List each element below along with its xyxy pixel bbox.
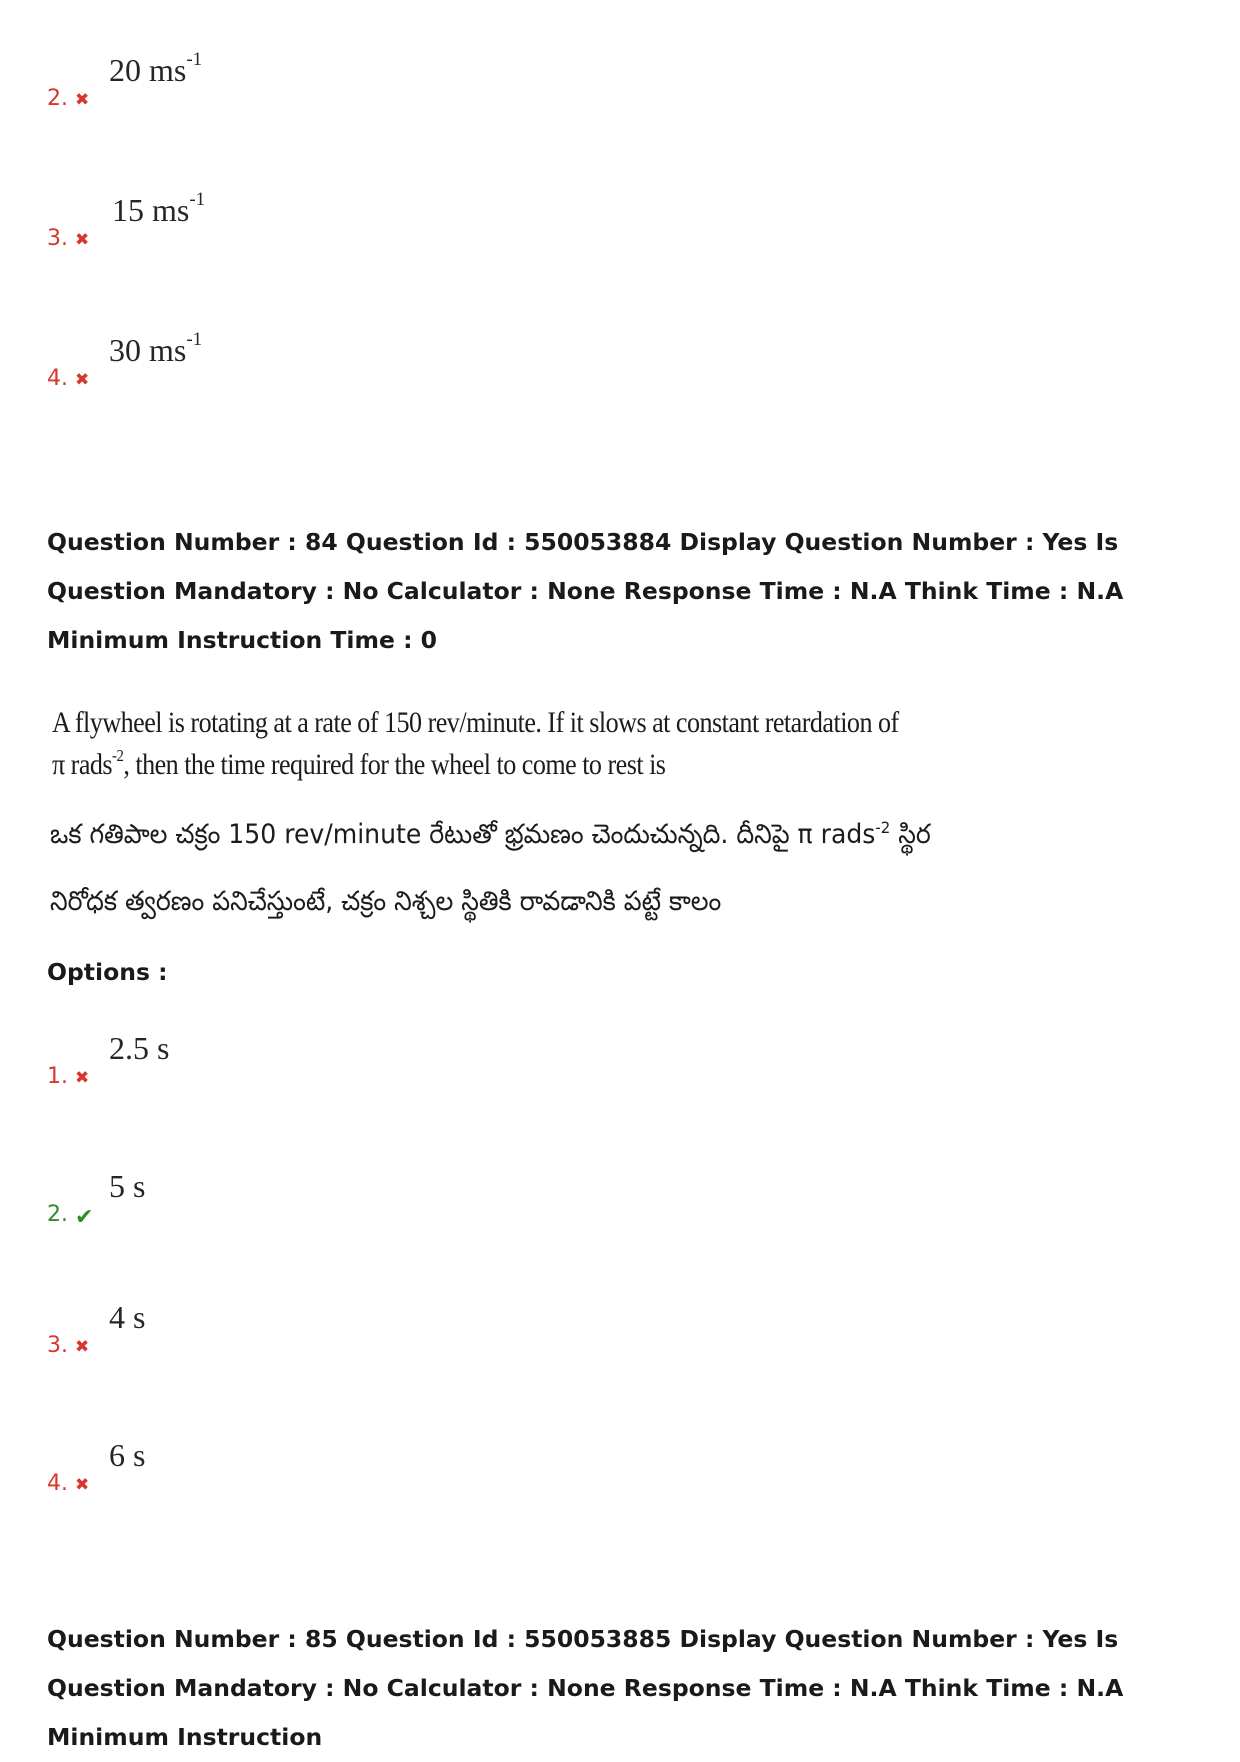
option-value: 20 $ms^{-1}$ (109, 49, 203, 88)
wrong-cross-icon: ✖ (75, 1337, 90, 1357)
option-number: 4. (47, 1471, 68, 1496)
question-84-meta: Question Number : 84 Question Id : 550053884 Display Question Number : Yes Is Question Mandatory : No Calculator : None Response Time : N.A Think Time : N.A Minimum Instruction Time : 0 (47, 528, 1124, 654)
q84-option-4 (47, 1437, 647, 1497)
q84-option-1 (47, 1030, 647, 1090)
option-number: 2. (47, 1202, 68, 1227)
option-number: 3. (47, 226, 68, 251)
options-label: Options : (47, 958, 168, 986)
option-value: 2.5 s (109, 1030, 170, 1066)
wrong-cross-icon: ✖ (75, 370, 90, 390)
wrong-cross-icon: ✖ (75, 230, 90, 250)
correct-check-icon: ✔ (75, 1205, 94, 1230)
q84-option-2 (47, 1168, 647, 1228)
option-value: 4 s (109, 1299, 146, 1335)
wrong-cross-icon: ✖ (75, 1068, 90, 1088)
option-number: 3. (47, 1333, 68, 1358)
option-value: 15 $ms^{-1}$ (112, 189, 206, 228)
option-value: 5 s (109, 1168, 146, 1204)
wrong-cross-icon: ✖ (75, 1475, 90, 1495)
wrong-cross-icon: ✖ (75, 90, 90, 110)
prev-option-3 (47, 189, 647, 252)
option-number: 1. (47, 1064, 68, 1089)
question-84-text-en-line1: A flywheel is rotating at a rate of 150 rev/minute. If it slows at constant retardation of (52, 706, 899, 739)
q84-option-3 (47, 1299, 647, 1359)
prev-option-4 (47, 329, 647, 392)
question-84-text-te-line2: నిరోధక త్వరణం పనిచేస్తుంటే, చక్రం నిశ్చల స్థితికి రావడానికి పట్టే కాలం (50, 886, 722, 917)
question-84-text-en-line2: π rads$^{-2}$, then the time required for the wheel to come to rest is (52, 746, 666, 781)
option-number: 2. (47, 86, 68, 111)
option-value: 6 s (109, 1437, 146, 1473)
question-84-text-te-line1: ఒక గతిపాల చక్రం 150 rev/minute రేటుతో భ్రమణం చెందుచున్నది. దీనిపై π rads$^{-2}$ స్థిర (50, 818, 931, 850)
option-value: 30 $ms^{-1}$ (109, 329, 203, 368)
question-85-meta: Question Number : 85 Question Id : 550053885 Display Question Number : Yes Is Question Mandatory : No Calculator : None Response Time : N.A Think Time : N.A Minimum Instruction (47, 1625, 1124, 1751)
option-number: 4. (47, 366, 68, 391)
prev-option-2 (47, 49, 647, 112)
